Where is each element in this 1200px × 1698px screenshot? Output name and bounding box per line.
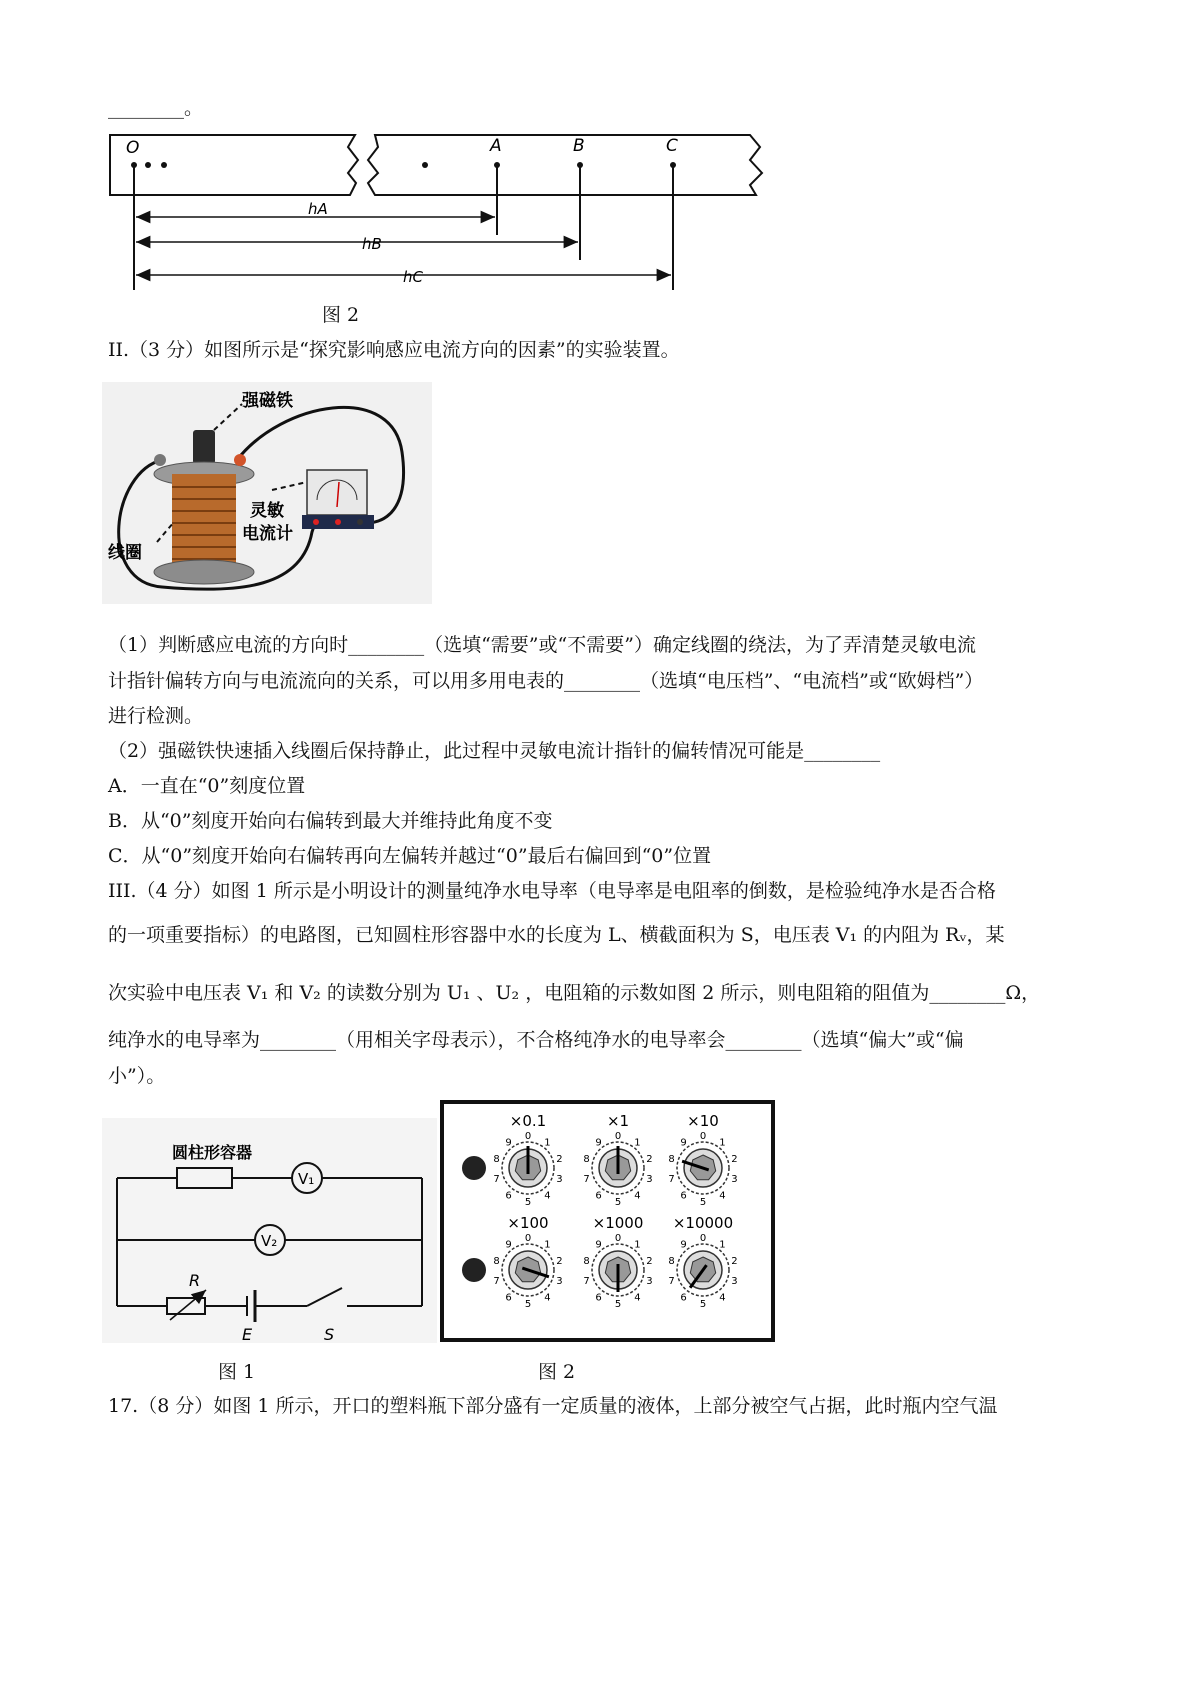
dial-multiplier: ×10: [687, 1112, 719, 1130]
option-a: A．一直在“0”刻度位置: [108, 775, 306, 797]
point-label-o: O: [126, 138, 140, 158]
figure-caption-tape: 图 2: [322, 304, 360, 326]
question-2-title: II.（3 分）如图所示是“探究影响感应电流方向的因素”的实验装置。: [108, 339, 680, 361]
answer-blank-line: ________。: [108, 97, 204, 119]
dial-digit: 2: [646, 1255, 653, 1267]
dial-digit: 3: [731, 1276, 738, 1288]
dial-digit: 3: [556, 1276, 563, 1288]
q2-part1-line3: 进行检测。: [108, 705, 204, 727]
dim-label-hb: hB: [362, 235, 382, 253]
dial-digit: 8: [493, 1153, 500, 1165]
dial-digit: 2: [556, 1153, 563, 1165]
q3-line4: 纯净水的电导率为________（用相关字母表示），不合格纯净水的电导率会________（选填“偏大”或“偏: [108, 1029, 964, 1051]
label-magnet: 强磁铁: [242, 391, 293, 411]
question-17-line1: 17.（8 分）如图 1 所示，开口的塑料瓶下部分盛有一定质量的液体，上部分被空气占据，此时瓶内空气温: [108, 1395, 998, 1417]
q3-line1: III.（4 分）如图 1 所示是小明设计的测量纯净水电导率（电导率是电阻率的倒数，是检验纯净水是否合格: [108, 880, 996, 902]
dial-multiplier: ×1: [606, 1112, 630, 1130]
dial-digit: 1: [634, 1137, 641, 1149]
dial-digit: 7: [493, 1174, 500, 1186]
dial-digit: 9: [680, 1239, 687, 1251]
resistance-box-figure: [440, 1100, 775, 1342]
dial-multiplier: ×1000: [592, 1214, 644, 1232]
dial-digit: 1: [634, 1239, 641, 1251]
label-coil: 线圈: [108, 543, 142, 563]
dial-digit: 4: [634, 1292, 641, 1304]
label-v1: V₁: [298, 1170, 315, 1188]
label-s: S: [324, 1325, 335, 1343]
dial-digit: 5: [614, 1197, 622, 1208]
dial-digit: 2: [731, 1255, 738, 1267]
dial-digit: 9: [680, 1137, 687, 1149]
point-label-b: B: [573, 136, 585, 156]
dial-digit: 7: [668, 1276, 675, 1288]
dial-digit: 8: [583, 1153, 590, 1165]
dial-digit: 8: [668, 1255, 675, 1267]
q2-part1-line2: 计指针偏转方向与电流流向的关系，可以用多用电表的________（选填“电压档”、“电流档”或“欧姆档”）: [108, 670, 984, 692]
q3-line5: 小”）。: [108, 1065, 166, 1087]
dial-digit: 7: [583, 1174, 590, 1186]
dial-digit: 1: [719, 1239, 726, 1251]
dial-digit: 5: [699, 1299, 707, 1310]
dial-digit: 3: [646, 1276, 653, 1288]
dial-digit: 7: [583, 1276, 590, 1288]
dial-multiplier: ×100: [507, 1214, 549, 1232]
induction-apparatus-figure: [102, 382, 432, 604]
dial-digit: 5: [524, 1197, 532, 1208]
dial-digit: 9: [505, 1239, 512, 1251]
q3-line2: 的一项重要指标）的电路图，已知圆柱形容器中水的长度为 L、横截面积为 S，电压表 V₁ 的内阻为 Rᵥ，某: [108, 924, 1005, 946]
dim-label-ha: hA: [308, 200, 328, 218]
dial-digit: 0: [614, 1131, 622, 1142]
dial-digit: 2: [646, 1153, 653, 1165]
dial-digit: 5: [614, 1299, 622, 1310]
dial-digit: 1: [544, 1239, 551, 1251]
label-e: E: [242, 1325, 253, 1343]
dial-digit: 0: [524, 1131, 532, 1142]
dial-digit: 0: [699, 1233, 707, 1244]
dial-digit: 5: [524, 1299, 532, 1310]
option-b: B．从“0”刻度开始向右偏转到最大并维持此角度不变: [108, 810, 553, 832]
dial-digit: 6: [595, 1190, 602, 1202]
dial-digit: 3: [556, 1174, 563, 1186]
dial-digit: 4: [544, 1190, 551, 1202]
dial-digit: 3: [646, 1174, 653, 1186]
dial-digit: 6: [680, 1190, 687, 1202]
dial-digit: 6: [505, 1292, 512, 1304]
label-galvanometer-2: 电流计: [242, 524, 293, 544]
dial-digit: 4: [719, 1190, 726, 1202]
dial-digit: 6: [505, 1190, 512, 1202]
point-label-c: C: [666, 136, 678, 156]
caption-figure-1: 图 1: [218, 1361, 256, 1383]
dial-digit: 1: [544, 1137, 551, 1149]
label-r: R: [189, 1271, 201, 1290]
q2-part1-line1: （1）判断感应电流的方向时________（选填“需要”或“不需要”）确定线圈的绕法，为了弄清楚灵敏电流: [108, 634, 976, 656]
option-c: C．从“0”刻度开始向右偏转再向左偏转并越过“0”最后右偏回到“0”位置: [108, 845, 712, 867]
dial-digit: 7: [668, 1174, 675, 1186]
dial-digit: 0: [524, 1233, 532, 1244]
point-label-a: A: [490, 136, 502, 156]
dial-multiplier: ×10000: [672, 1214, 734, 1232]
dial-multiplier: ×0.1: [509, 1112, 547, 1130]
q2-part2: （2）强磁铁快速插入线圈后保持静止，此过程中灵敏电流计指针的偏转情况可能是________: [108, 740, 881, 762]
dial-digit: 0: [699, 1131, 707, 1142]
dial-digit: 1: [719, 1137, 726, 1149]
dial-digit: 4: [719, 1292, 726, 1304]
dial-digit: 9: [595, 1239, 602, 1251]
dial-digit: 6: [680, 1292, 687, 1304]
label-container: 圆柱形容器: [172, 1143, 253, 1162]
dial-digit: 8: [493, 1255, 500, 1267]
circuit-diagram: [102, 1118, 437, 1343]
dial-digit: 6: [595, 1292, 602, 1304]
dial-digit: 5: [699, 1197, 707, 1208]
dial-digit: 0: [614, 1233, 622, 1244]
q3-line3: 次实验中电压表 V₁ 和 V₂ 的读数分别为 U₁ 、U₂ ，电阻箱的示数如图 2 所示，则电阻箱的阻值为________Ω，: [108, 982, 1041, 1004]
dial-digit: 8: [583, 1255, 590, 1267]
dial-digit: 3: [731, 1174, 738, 1186]
ticker-tape-figure: [100, 125, 780, 295]
dial-digit: 7: [493, 1276, 500, 1288]
dial-digit: 9: [595, 1137, 602, 1149]
dial-digit: 9: [505, 1137, 512, 1149]
dial-digit: 8: [668, 1153, 675, 1165]
dial-digit: 2: [731, 1153, 738, 1165]
dial-digit: 2: [556, 1255, 563, 1267]
dim-label-hc: hC: [403, 268, 423, 286]
dial-digit: 4: [544, 1292, 551, 1304]
label-v2: V₂: [261, 1232, 278, 1250]
dial-digit: 4: [634, 1190, 641, 1202]
caption-figure-2: 图 2: [538, 1361, 576, 1383]
label-galvanometer-1: 灵敏: [250, 501, 284, 521]
